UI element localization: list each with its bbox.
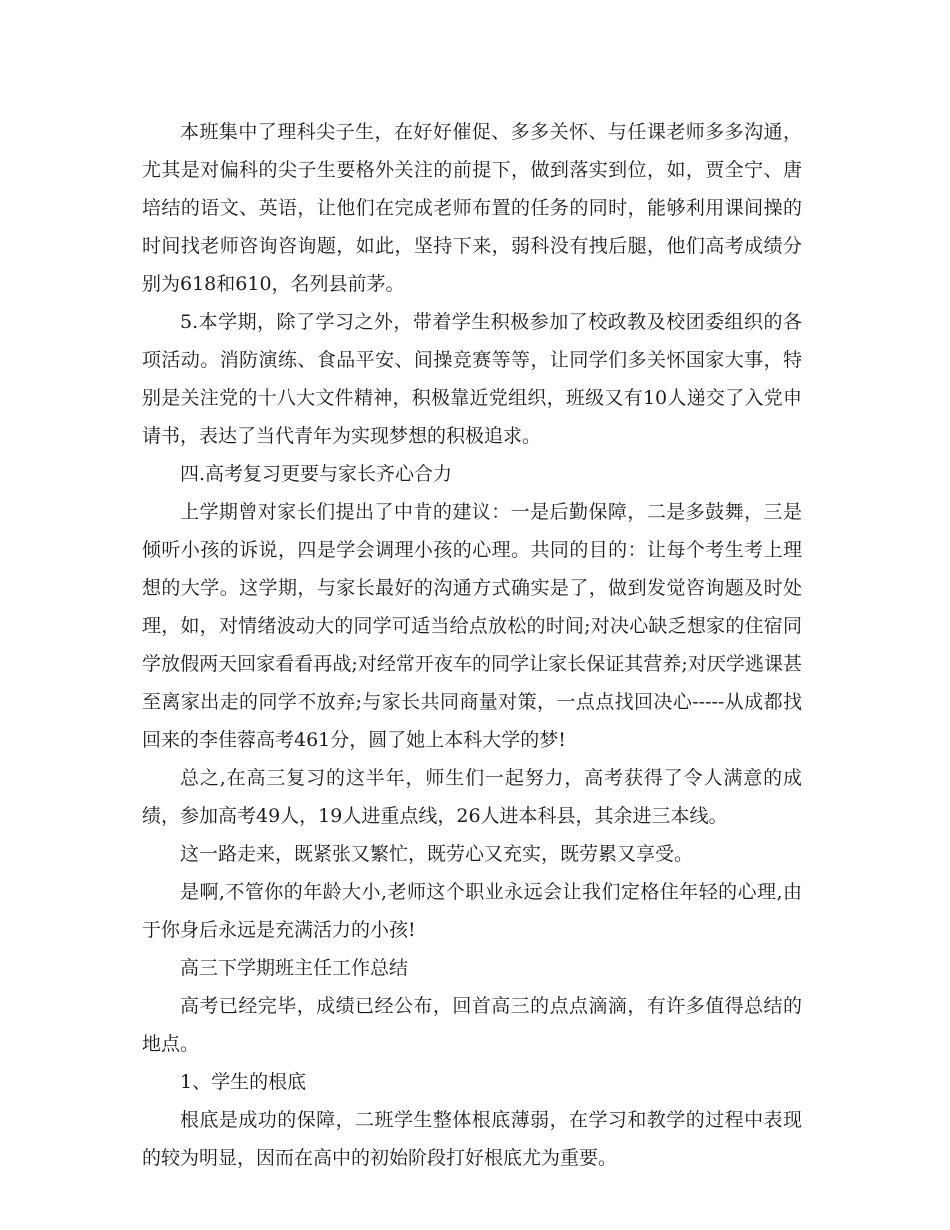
paragraph-foundation: 根底是成功的保障，二班学生整体根底薄弱，在学习和教学的过程中表现的较为明显，因而在高中的初始阶段打好根底尤为重要。 — [142, 1109, 802, 1169]
paragraph-journey: 这一路走来，既紧张又繁忙，既劳心又充实，既劳累又享受。 — [180, 843, 694, 865]
article-title: 高三下学期班主任工作总结 — [180, 957, 409, 979]
document-body — [142, 113, 802, 1177]
paragraph-summary-results: 总之,在高三复习的这半年，师生们一起努力，高考获得了令人满意的成绩，参加高考49人，19人进重点线，26人进本科县，其余进三本线。 — [142, 767, 802, 827]
section-heading-foundation: 1、学生的根底 — [180, 1071, 307, 1093]
paragraph-activities: 5.本学期，除了学习之外，带着学生积极参加了校政教及校团委组织的各项活动。消防演练、食品平安、间操竞赛等等，让同学们多关怀国家大事，特别是关注党的十八大文件精神，积极靠近党组织，班级又有10人递交了入党申请书，表达了当代青年为实现梦想的积极追求。 — [142, 311, 802, 447]
section-heading-parents: 四.高考复习更要与家长齐心合力 — [180, 463, 453, 485]
paragraph-parent-communication: 上学期曾对家长们提出了中肯的建议：一是后勤保障，二是多鼓舞，三是倾听小孩的诉说，四是学会调理小孩的心理。共同的目的：让每个考生考上理想的大学。这学期，与家长最好的沟通方式确实是了，做到发觉咨询题及时处理，如，对情绪波动大的同学可适当给点放松的时间;对决心缺乏想家的住宿同学放假两天回家看看再战;对经常开夜车的同学让家长保证其营养;对厌学逃课甚至离家出走的同学不放弃;与家长共同商量对策，一点点找回决心-----从成都找回来的李佳蓉高考461分，圆了她上本科大学的梦! — [142, 501, 802, 751]
paragraph-teacher-youth: 是啊,不管你的年龄大小,老师这个职业永远会让我们定格住年轻的心理,由于你身后永远是充满活力的小孩! — [142, 881, 802, 941]
paragraph-intro: 高考已经完毕，成绩已经公布，回首高三的点点滴滴，有许多值得总结的地点。 — [142, 995, 802, 1055]
paragraph-top-students: 本班集中了理科尖子生，在好好催促、多多关怀、与任课老师多多沟通，尤其是对偏科的尖子生要格外关注的前提下，做到落实到位，如，贾全宁、唐培结的语文、英语，让他们在完成老师布置的任务的同时，能够利用课间操的时间找老师咨询咨询题，如此，坚持下来，弱科没有拽后腿，他们高考成绩分别为618和610，名列县前茅。 — [142, 121, 802, 295]
